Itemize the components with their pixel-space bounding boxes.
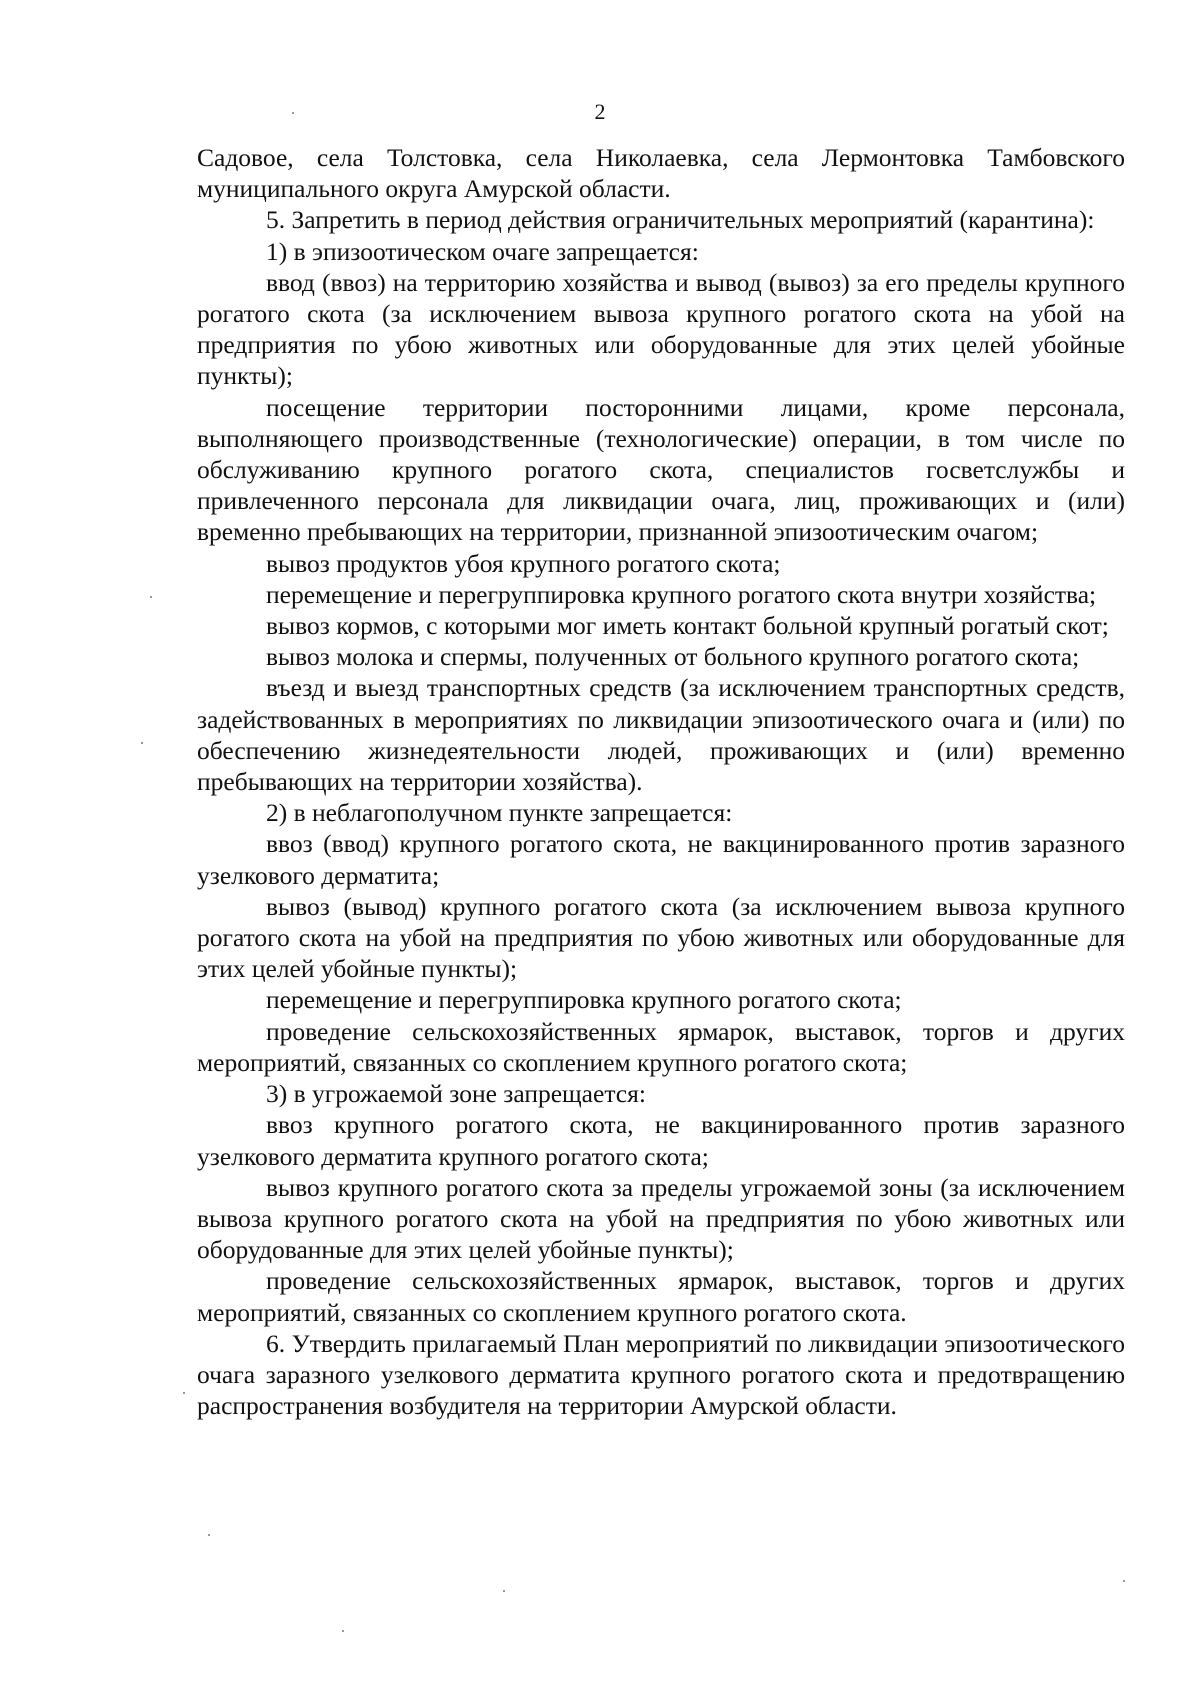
scan-speck [1123, 1580, 1125, 1582]
page-number: 2 [594, 99, 606, 124]
scan-speck [342, 1630, 344, 1632]
paragraph-item-6: 6. Утвердить прилагаемый План мероприятий по ликвидации эпизоотического очага заразного узелкового дерматита крупного рогатого скота и предотвращению распространения возбудителя на территории Амурской области. [197, 1328, 1125, 1421]
paragraph-subitem-3-heading: 3) в угрожаемой зоне запрещается: [266, 1079, 646, 1109]
scan-speck [292, 112, 294, 114]
paragraph-restriction: въезд и выезд транспортных средств (за исключением транспортных средств, задействованных в мероприятиях по ликвидации эпизоотического очага и (или) по обеспечению жизнедеятельности людей, проживающих и (или) временно пребывающих на территории хозяйства). [197, 673, 1125, 797]
paragraph-restriction: ввоз крупного рогатого скота, не вакцинированного против заразного узелкового дерматита крупного рогатого скота; [197, 1110, 1125, 1171]
paragraph-restriction: посещение территории посторонними лицами, кроме персонала, выполняющего производственные (технологические) операции, в том числе по обслуживанию крупного рогатого скота, специалистов госветслужбы и привлеченного персонала для ликвидации очага, лиц, проживающих и (или) временно пребывающих на территории, признанной эпизоотическим очагом; [197, 392, 1125, 547]
paragraph-restriction: перемещение и перегруппировка крупного рогатого скота внутри хозяйства; [266, 579, 1097, 609]
paragraph-restriction: проведение сельскохозяйственных ярмарок, выставок, торгов и других мероприятий, связанных со скоплением крупного рогатого скота; [197, 1016, 1125, 1077]
scan-speck [141, 742, 143, 744]
paragraph-subitem-1-heading: 1) в эпизоотическом очаге запрещается: [266, 236, 699, 266]
paragraph-restriction: вывоз крупного рогатого скота за пределы угрожаемой зоны (за исключением вывоза крупного рогатого скота на убой на предприятия по убою животных или оборудованные для этих целей убойные пункты); [197, 1172, 1125, 1265]
paragraph-continuation: Садовое, села Толстовка, села Николаевка, села Лермонтовка Тамбовского муниципального округа Амурской области. [197, 143, 1125, 204]
paragraph-restriction: ввоз (ввод) крупного рогатого скота, не вакцинированного против заразного узелкового дерматита; [197, 829, 1125, 890]
document-body [197, 142, 1125, 1421]
paragraph-subitem-2-heading: 2) в неблагополучном пункте запрещается: [266, 798, 733, 828]
scan-speck [150, 596, 152, 598]
scan-speck [208, 1534, 210, 1536]
paragraph-restriction: ввод (ввоз) на территорию хозяйства и вывод (вывоз) за его пределы крупного рогатого скота (за исключением вывоза крупного рогатого скота на убой на предприятия по убою животных или оборудованные для этих целей убойные пункты); [197, 267, 1125, 391]
scan-speck [183, 1392, 185, 1394]
scan-speck [503, 1590, 505, 1592]
paragraph-restriction: перемещение и перегруппировка крупного рогатого скота; [266, 985, 902, 1015]
paragraph-restriction: вывоз молока и спермы, полученных от больного крупного рогатого скота; [266, 642, 1080, 672]
paragraph-restriction: вывоз кормов, с которыми мог иметь контакт больной крупный рогатый скот; [266, 611, 1109, 641]
paragraph-item-5: 5. Запретить в период действия ограничительных мероприятий (карантина): [266, 205, 1095, 235]
paragraph-restriction: вывоз (вывод) крупного рогатого скота (за исключением вывоза крупного рогатого скота на убой на предприятия по убою животных или оборудованные для этих целей убойные пункты); [197, 891, 1125, 984]
paragraph-restriction: вывоз продуктов убоя крупного рогатого скота; [266, 548, 781, 578]
paragraph-restriction: проведение сельскохозяйственных ярмарок, выставок, торгов и других мероприятий, связанных со скоплением крупного рогатого скота. [197, 1266, 1125, 1327]
